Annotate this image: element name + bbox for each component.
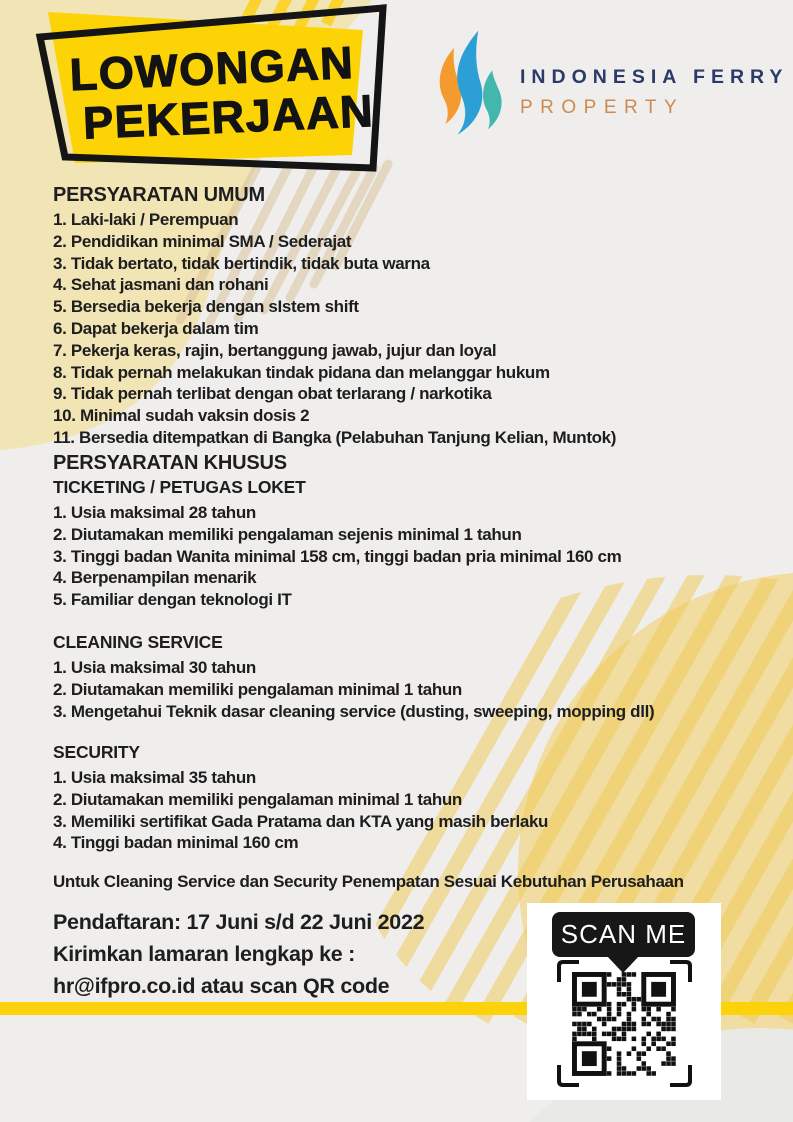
list-item: 1. Laki-laki / Perempuan <box>53 210 239 229</box>
application-info <box>53 906 424 1002</box>
list-item: 10. Minimal sudah vaksin dosis 2 <box>53 406 310 426</box>
list-item: 8. Tidak pernah melakukan tindak pidana dan melanggar hukum <box>53 362 550 382</box>
ticketing-requirements-list <box>53 502 621 611</box>
poster-title <box>56 36 376 149</box>
list-item: 5. Bersedia bekerja dengan sIstem shift <box>53 297 359 317</box>
list-item: 9. Tidak pernah terlibat dengan obat terlarang / narkotika <box>53 384 492 404</box>
qr-code-icon <box>527 903 721 1100</box>
list-item: 4. Sehat jasmani dan rohani <box>53 275 269 295</box>
list-item: 3. Tidak bertato, tidak bertindik, tidak buta warna <box>53 253 430 273</box>
general-requirements-list <box>53 209 616 449</box>
send-application-label: Kirimkan lamaran lengkap ke : <box>53 942 355 966</box>
section-heading: PERSYARATAN KHUSUS <box>53 452 287 474</box>
list-item: 3. Mengetahui Teknik dasar cleaning service (dusting, sweeping, mopping dll) <box>53 701 655 721</box>
company-name-line1: INDONESIA FERRY <box>520 66 789 88</box>
scan-me-label: SCAN ME <box>560 919 687 949</box>
list-item: 2. Diutamakan memiliki pengalaman minimal 1 tahun <box>53 679 462 699</box>
company-name-line2: PROPERTY <box>520 97 685 118</box>
list-item: 1. Usia maksimal 35 tahun <box>53 768 256 787</box>
job-title-ticketing: TICKETING / PETUGAS LOKET <box>53 477 306 497</box>
section-special-requirements <box>53 452 621 611</box>
section-security <box>53 740 548 854</box>
application-email-line: hr@ifpro.co.id atau scan QR code <box>53 974 390 998</box>
list-item: 1. Usia maksimal 30 tahun <box>53 658 256 677</box>
list-item: 6. Dapat bekerja dalam tim <box>53 318 259 338</box>
flame-logo-icon <box>428 22 506 144</box>
qr-card <box>527 903 721 1100</box>
poster-title-line1: LOWONGAN <box>68 36 356 101</box>
list-item: 2. Pendidikan minimal SMA / Sederajat <box>53 231 352 251</box>
list-item: 2. Diutamakan memiliki pengalaman minimal 1 tahun <box>53 789 462 809</box>
list-item: 2. Diutamakan memiliki pengalaman sejenis minimal 1 tahun <box>53 524 522 544</box>
list-item: 11. Bersedia ditempatkan di Bangka (Pelabuhan Tanjung Kelian, Muntok) <box>53 427 617 447</box>
list-item: 4. Tinggi badan minimal 160 cm <box>53 833 299 853</box>
list-item: 5. Familiar dengan teknologi IT <box>53 590 292 610</box>
security-requirements-list <box>53 767 548 854</box>
company-name <box>520 66 788 119</box>
qr-modules <box>572 972 676 1076</box>
job-title-security: SECURITY <box>53 742 140 762</box>
job-title-cleaning: CLEANING SERVICE <box>53 632 223 652</box>
list-item: 3. Memiliki sertifikat Gada Pratama dan KTA yang masih berlaku <box>53 811 549 831</box>
section-general-requirements <box>53 184 616 449</box>
company-logo <box>428 22 788 144</box>
cleaning-requirements-list <box>53 657 654 722</box>
poster-title-line2: PEKERJAAN <box>82 85 376 149</box>
section-heading: PERSYARATAN UMUM <box>53 184 265 206</box>
list-item: 7. Pekerja keras, rajin, bertanggung jawab, jujur dan loyal <box>53 340 497 360</box>
placement-note: Untuk Cleaning Service dan Security Penempatan Sesuai Kebutuhan Perusahaan <box>53 872 684 891</box>
list-item: 3. Tinggi badan Wanita minimal 158 cm, tinggi badan pria minimal 160 cm <box>53 546 622 566</box>
registration-dates: Pendaftaran: 17 Juni s/d 22 Juni 2022 <box>53 910 425 934</box>
section-cleaning-service <box>53 630 654 722</box>
list-item: 1. Usia maksimal 28 tahun <box>53 503 256 522</box>
list-item: 4. Berpenampilan menarik <box>53 568 257 588</box>
